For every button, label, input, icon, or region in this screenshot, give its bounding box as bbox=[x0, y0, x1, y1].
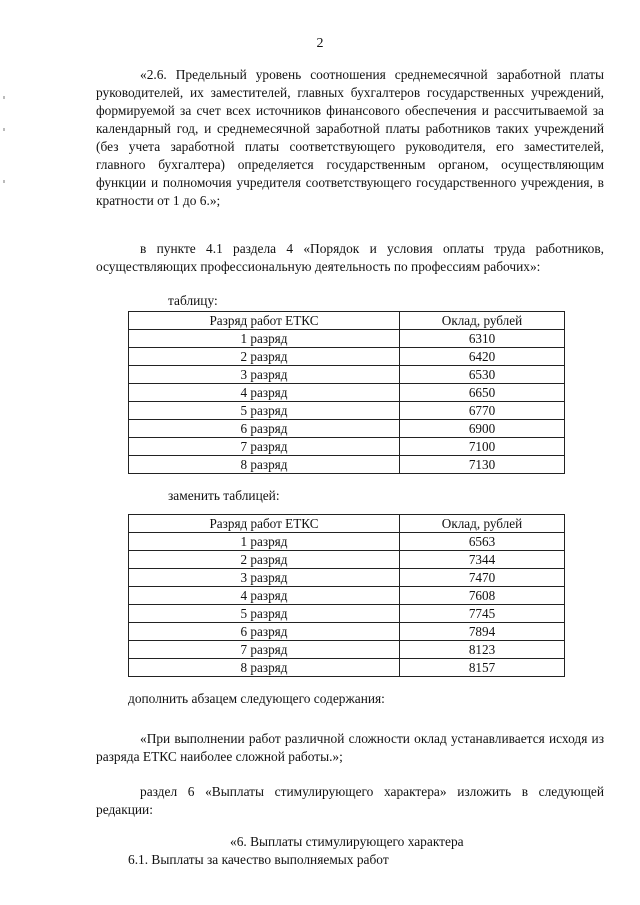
grade-cell: 6 разряд bbox=[129, 420, 400, 438]
table-row bbox=[129, 641, 565, 659]
table-row bbox=[129, 587, 565, 605]
table-row bbox=[129, 533, 565, 551]
table-row bbox=[129, 659, 565, 677]
grade-cell: 7 разряд bbox=[129, 438, 400, 456]
salary-cell: 7608 bbox=[400, 587, 565, 605]
table-row bbox=[129, 551, 565, 569]
scan-mark bbox=[3, 180, 5, 183]
grade-cell: 3 разряд bbox=[129, 569, 400, 587]
grade-cell: 4 разряд bbox=[129, 384, 400, 402]
table-body bbox=[129, 330, 565, 474]
table-row bbox=[129, 330, 565, 348]
salary-cell: 8157 bbox=[400, 659, 565, 677]
paragraph-point-4-1-text: в пункте 4.1 раздела 4 «Порядок и условия оплаты труда работников, осуществляющих профессиональную деятельность по профессиям рабочих»: bbox=[96, 241, 604, 274]
grade-cell: 6 разряд bbox=[129, 623, 400, 641]
table-row bbox=[129, 438, 565, 456]
table-row bbox=[129, 420, 565, 438]
column-header-grade: Разряд работ ЕТКС bbox=[129, 515, 400, 533]
salary-cell: 7130 bbox=[400, 456, 565, 474]
table-row bbox=[129, 402, 565, 420]
heading-section-6: «6. Выплаты стимулирующего характера bbox=[230, 834, 464, 849]
grade-cell: 1 разряд bbox=[129, 330, 400, 348]
scan-mark bbox=[3, 128, 5, 131]
paragraph-section-6-text: раздел 6 «Выплаты стимулирующего характера» изложить в следующей редакции: bbox=[96, 784, 604, 817]
paragraph-supplement-quote bbox=[96, 730, 604, 766]
grade-cell: 8 разряд bbox=[129, 456, 400, 474]
grade-cell: 1 разряд bbox=[129, 533, 400, 551]
table-row bbox=[129, 569, 565, 587]
salary-cell: 7100 bbox=[400, 438, 565, 456]
grade-cell: 7 разряд bbox=[129, 641, 400, 659]
heading-6-1: 6.1. Выплаты за качество выполняемых работ bbox=[128, 852, 389, 867]
salary-cell: 6310 bbox=[400, 330, 565, 348]
salary-cell: 6770 bbox=[400, 402, 565, 420]
paragraph-supplement-intro: дополнить абзацем следующего содержания: bbox=[128, 691, 385, 706]
table-row bbox=[129, 623, 565, 641]
salary-cell: 8123 bbox=[400, 641, 565, 659]
salary-cell: 7344 bbox=[400, 551, 565, 569]
column-header-grade: Разряд работ ЕТКС bbox=[129, 312, 400, 330]
table-row bbox=[129, 605, 565, 623]
paragraph-section-6 bbox=[96, 783, 604, 819]
column-header-salary: Оклад, рублей bbox=[400, 312, 565, 330]
label-table-old: таблицу: bbox=[168, 293, 218, 308]
paragraph-2-6-text: «2.6. Предельный уровень соотношения среднемесячной заработной платы руководителей, их заместителей, главных бухгалтеров государственных учреждений, формируемой за счет всех источников финансового обеспечения и рассчитываемой за календарный год, и среднемесячной заработной платы работников таких учреждений (без учета заработной платы соответствующего руководителя, его заместителей, главного бухгалтера) определяется государственным органом, осуществляющим функции и полномочия учредителя соответствующего государственного учреждения, в кратности от 1 до 6.»; bbox=[96, 67, 604, 208]
paragraph-2-6 bbox=[96, 66, 604, 210]
table-row bbox=[129, 366, 565, 384]
table-row bbox=[129, 348, 565, 366]
label-table-new: заменить таблицей: bbox=[168, 488, 280, 503]
paragraph-supplement-quote-text: «При выполнении работ различной сложности оклад устанавливается исходя из разряда ЕТКС наиболее сложной работы.»; bbox=[96, 731, 604, 764]
grade-cell: 8 разряд bbox=[129, 659, 400, 677]
grade-cell: 5 разряд bbox=[129, 605, 400, 623]
salary-cell: 7894 bbox=[400, 623, 565, 641]
salary-cell: 7470 bbox=[400, 569, 565, 587]
salary-cell: 7745 bbox=[400, 605, 565, 623]
grade-cell: 2 разряд bbox=[129, 551, 400, 569]
column-header-salary: Оклад, рублей bbox=[400, 515, 565, 533]
grade-cell: 5 разряд bbox=[129, 402, 400, 420]
salary-table-new bbox=[128, 514, 565, 677]
salary-cell: 6563 bbox=[400, 533, 565, 551]
table-body bbox=[129, 533, 565, 677]
grade-cell: 4 разряд bbox=[129, 587, 400, 605]
table-header-row bbox=[129, 312, 565, 330]
salary-cell: 6650 bbox=[400, 384, 565, 402]
table-row bbox=[129, 384, 565, 402]
salary-cell: 6530 bbox=[400, 366, 565, 384]
paragraph-point-4-1 bbox=[96, 240, 604, 276]
salary-cell: 6900 bbox=[400, 420, 565, 438]
page-number: 2 bbox=[316, 36, 324, 51]
salary-table-old bbox=[128, 311, 565, 474]
scan-mark bbox=[3, 96, 5, 99]
grade-cell: 2 разряд bbox=[129, 348, 400, 366]
grade-cell: 3 разряд bbox=[129, 366, 400, 384]
salary-cell: 6420 bbox=[400, 348, 565, 366]
table-row bbox=[129, 456, 565, 474]
table-header-row bbox=[129, 515, 565, 533]
